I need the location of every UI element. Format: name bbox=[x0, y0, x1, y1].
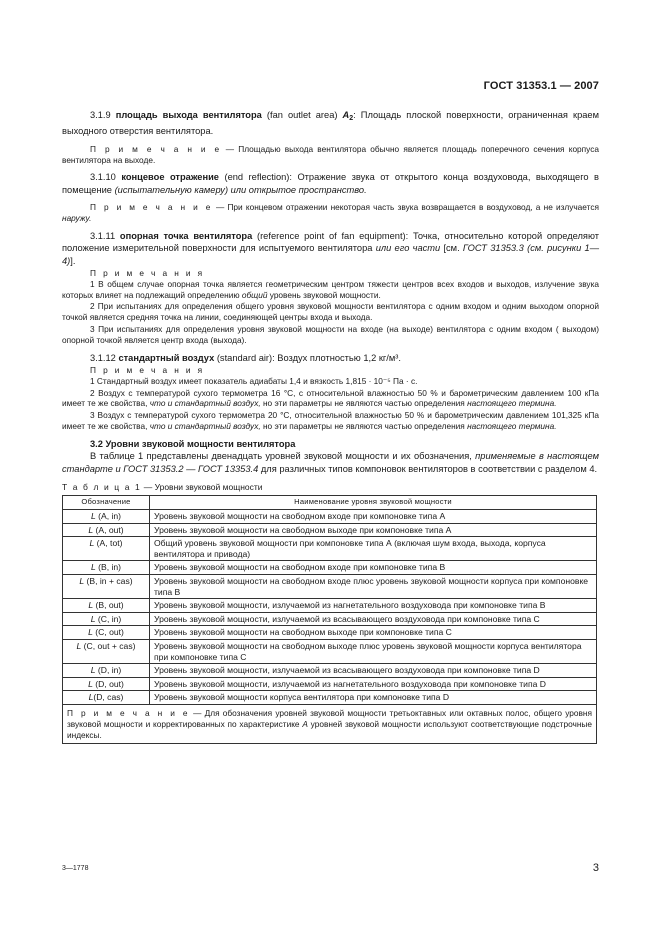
symbol-letter: L bbox=[90, 613, 96, 624]
paragraph-text-end: для различных типов компоновок вентиляторов в соответствии с разделом 4. bbox=[258, 463, 598, 474]
symbol-cell bbox=[63, 510, 150, 524]
symbol-index: (B, in) bbox=[95, 562, 122, 573]
note-italic: общий bbox=[241, 289, 268, 300]
note-italic: что и стандартный воздух, bbox=[149, 421, 261, 431]
page-number: 3 bbox=[592, 862, 599, 874]
table-row bbox=[63, 510, 597, 524]
symbol-letter: L bbox=[90, 562, 96, 573]
table-row bbox=[63, 677, 597, 691]
table-caption-text: — Уровни звуковой мощности bbox=[141, 482, 263, 493]
symbol-cell bbox=[63, 574, 150, 598]
name-cell: Уровень звуковой мощности, излучаемой из нагнетательного воздуховода при компоновке типа D bbox=[150, 677, 597, 691]
notes-label: П р и м е ч а н и я bbox=[90, 268, 205, 279]
section-title: 3.2 Уровни звуковой мощности вентилятора bbox=[90, 438, 296, 449]
note-text-cont: но эти параметры не являются частью определения bbox=[260, 421, 468, 431]
note-item-1: 1 Стандартный воздух имеет показатель адиабаты 1,4 и вязкость 1,815 · 10⁻⁵ Па · с. bbox=[90, 375, 418, 386]
note-text: — При концевом отражении некоторая часть звука возвращается в воздуховод, а не излучается bbox=[212, 202, 599, 213]
definition-cont: [см. bbox=[440, 243, 463, 254]
note-label: П р и м е ч а н и е bbox=[90, 202, 213, 213]
table-header-row bbox=[63, 496, 597, 510]
term: опорная точка вентилятора bbox=[119, 230, 253, 241]
note-text-end: уровней звуковой мощности используют соответствующие подстрочные индексы. bbox=[67, 718, 592, 740]
clause-3-1-12 bbox=[62, 352, 599, 364]
table-note bbox=[63, 704, 597, 743]
paragraph-text: В таблице 1 представлены двенадцать уровней звуковой мощности и их обозначения, bbox=[90, 451, 476, 462]
note-italic: наружу. bbox=[62, 213, 92, 224]
note-italic-end: настоящего термина. bbox=[467, 421, 557, 431]
symbol-letter: L bbox=[89, 538, 95, 549]
definition: : Площадь плоской поверхности, ограниченная краем выходного отверстия вентилятора. bbox=[62, 110, 599, 137]
symbol-index: (C, out + cas) bbox=[81, 640, 136, 651]
document-code-header: ГОСТ 31353.1 — 2007 bbox=[483, 80, 599, 92]
notes-3-1-11 bbox=[62, 268, 599, 346]
note-label: П р и м е ч а н и е bbox=[90, 143, 222, 154]
symbol-index: (C, out) bbox=[92, 627, 124, 638]
paragraph-italic: применяемые в настоящем стандарте и ГОСТ 31353.2 — ГОСТ 13353.4 bbox=[62, 451, 599, 474]
symbol-cell bbox=[63, 691, 150, 705]
table-row bbox=[63, 574, 597, 598]
note-italic: А bbox=[302, 718, 308, 729]
symbol-letter: L bbox=[88, 692, 94, 703]
definition: (reference point of fan equipment): Точка, относительно которой определяют положение измерительной поверхности для испытуемого вентилятора bbox=[62, 230, 599, 254]
name-cell: Уровень звуковой мощности на свободном входе плюс уровень звуковой мощности корпуса при компоновке типа В bbox=[150, 574, 597, 598]
main-content bbox=[62, 109, 599, 744]
symbol-letter: L bbox=[90, 665, 96, 676]
note-3-1-10 bbox=[62, 202, 599, 224]
term: площадь выхода вентилятора bbox=[115, 110, 262, 120]
symbol-letter: L bbox=[90, 511, 96, 522]
note-item-3: 3 При испытаниях для определения уровня звуковой мощности на входе (на выходе) вентилятора с одним входом ( выходом) опорной точкой является центр входа (выхода). bbox=[62, 324, 599, 345]
symbol-cell bbox=[63, 677, 150, 691]
symbol-cell bbox=[63, 561, 150, 575]
name-cell: Уровень звуковой мощности, излучаемой из всасывающего воздуховода при компоновке типа С bbox=[150, 612, 597, 626]
symbol-index: (C, in) bbox=[95, 613, 122, 624]
symbol-index: (B, in + cas) bbox=[84, 575, 133, 586]
note-text: — Площадью выхода вентилятора обычно является площадь поперечного сечения корпуса вентилятора на выходе. bbox=[62, 143, 599, 165]
table-row bbox=[63, 599, 597, 613]
note-item-3 bbox=[62, 410, 599, 432]
symbol-cell bbox=[63, 639, 150, 663]
symbol-index: (B, out) bbox=[93, 600, 124, 611]
column-header-symbol: Обозначение bbox=[63, 496, 150, 510]
symbol-index: (A, out) bbox=[93, 524, 124, 535]
name-cell: Уровень звуковой мощности корпуса вентилятора при компоновке типа D bbox=[150, 691, 597, 705]
table-body bbox=[63, 510, 597, 705]
note-italic-end: настоящего термина. bbox=[467, 398, 557, 409]
footer-code: 3—1778 bbox=[62, 865, 89, 872]
symbol-cell bbox=[63, 612, 150, 626]
table-row bbox=[63, 537, 597, 561]
definition: (standard air): Воздух плотностью 1,2 кг/м³. bbox=[214, 352, 401, 363]
term: стандартный воздух bbox=[118, 352, 215, 363]
table-row bbox=[63, 612, 597, 626]
definition-italic: (испытательную камеру) или открытое пространство. bbox=[114, 184, 367, 195]
table-row bbox=[63, 691, 597, 705]
clause-number: 3.1.9 bbox=[90, 110, 111, 120]
name-cell: Уровень звуковой мощности на свободном выходе при компоновке типа А bbox=[150, 523, 597, 537]
table-row bbox=[63, 626, 597, 640]
term-english: (fan outlet area) bbox=[261, 110, 343, 120]
symbol-letter: L bbox=[88, 627, 93, 638]
clause-number: 3.1.10 bbox=[90, 172, 116, 183]
symbol-letter: L bbox=[88, 524, 94, 535]
column-header-name: Наименование уровня звуковой мощности bbox=[150, 496, 597, 510]
definition-end: ]. bbox=[70, 255, 76, 266]
section-paragraph bbox=[62, 450, 599, 475]
clause-3-1-10 bbox=[62, 171, 599, 196]
note-text-cont: но эти параметры не являются частью определения bbox=[260, 398, 468, 409]
table-row bbox=[63, 523, 597, 537]
note-text: 3 Воздух с температурой сухого термометра 20 °С, относительной влажностью 50 % и барометрическим давлением 101,325 кПа имеет те же свойства, bbox=[62, 410, 599, 431]
name-cell: Уровень звуковой мощности на свободном выходе плюс уровень звуковой мощности корпуса вентилятора при компоновке типа С bbox=[150, 639, 597, 663]
name-cell: Уровень звуковой мощности на свободном входе при компоновке типа А bbox=[150, 510, 597, 524]
symbol-letter: L bbox=[88, 600, 94, 611]
symbol-index: (D, cas) bbox=[93, 692, 124, 703]
name-cell: Общий уровень звуковой мощности при компоновке типа А (включая шум входа, выхода, корпуса вентилятора и привода) bbox=[150, 537, 597, 561]
symbol-cell bbox=[63, 664, 150, 678]
symbol-letter: L bbox=[79, 575, 85, 586]
symbol-index: (D, in) bbox=[95, 665, 122, 676]
table-caption-label: Т а б л и ц а 1 bbox=[62, 482, 142, 493]
clause-number: 3.1.12 bbox=[90, 352, 116, 363]
symbol: A bbox=[342, 110, 350, 120]
symbol-subscript: 2 bbox=[349, 115, 354, 122]
reference-italic: ГОСТ 31353.3 (см. рисунки 1—4) bbox=[62, 243, 600, 266]
table-row bbox=[63, 664, 597, 678]
symbol-letter: L bbox=[76, 640, 82, 651]
symbol-index: (D, out) bbox=[92, 678, 124, 689]
clause-number: 3.1.11 bbox=[90, 230, 116, 241]
note-italic: что и стандартный воздух, bbox=[149, 398, 261, 409]
note-item-2: 2 При испытаниях для определения общего уровня звуковой мощности вентилятора с одним входом и одним выходом опорной точкой является средняя точка на линии, соединяющей центры входа и выхода. bbox=[62, 301, 599, 323]
note-text-end: уровень звуковой мощности. bbox=[267, 289, 381, 300]
name-cell: Уровень звуковой мощности, излучаемой из всасывающего воздуховода при компоновке типа D bbox=[150, 664, 597, 678]
definition: (end reflection): Отражение звука от открытого конца воздуховода, выходящего в помещение bbox=[62, 172, 599, 195]
name-cell: Уровень звуковой мощности на свободном входе при компоновке типа В bbox=[150, 561, 597, 575]
table-row bbox=[63, 639, 597, 663]
note-label: П р и м е ч а н и е bbox=[67, 707, 190, 718]
note-text: 1 В общем случае опорная точка является геометрическим центром тяжести центров всех входов и выходов, излучение звука которых влияет на подлежащий определению bbox=[62, 278, 599, 300]
note-3-1-9 bbox=[62, 144, 599, 166]
note-item-2 bbox=[62, 388, 599, 410]
notes-label: П р и м е ч а н и я bbox=[90, 365, 205, 376]
name-cell: Уровень звуковой мощности на свободном выходе при компоновке типа С bbox=[150, 626, 597, 640]
table-note-row bbox=[63, 704, 597, 743]
symbol-cell bbox=[63, 599, 150, 613]
symbol-letter: L bbox=[88, 678, 93, 689]
symbol-index: (A, in) bbox=[95, 511, 122, 522]
symbol-cell bbox=[63, 626, 150, 640]
symbol-cell bbox=[63, 537, 150, 561]
symbol-index: (A, tot) bbox=[94, 538, 123, 549]
note-text: 2 Воздух с температурой сухого термометра 16 °С, с относительной влажностью 50 % и барометрическим давлением 100 кПа имеет те же свойства, bbox=[62, 387, 599, 409]
clause-3-1-11 bbox=[62, 230, 599, 267]
table-caption bbox=[62, 481, 599, 493]
table-row bbox=[63, 561, 597, 575]
notes-3-1-12 bbox=[62, 365, 599, 432]
sound-power-table bbox=[62, 495, 597, 744]
clause-3-1-9 bbox=[62, 109, 599, 138]
note-item-1 bbox=[62, 279, 599, 301]
term: концевое отражение bbox=[121, 172, 219, 183]
definition-italic: или его части bbox=[375, 243, 441, 254]
symbol-cell bbox=[63, 523, 150, 537]
note-text: — Для обозначения уровней звуковой мощности третьоктавных или октавных полос, общего уровня звуковой мощности и корректированных по характеристике bbox=[67, 707, 592, 729]
name-cell: Уровень звуковой мощности, излучаемой из нагнетательного воздуховода при компоновке типа В bbox=[150, 599, 597, 613]
